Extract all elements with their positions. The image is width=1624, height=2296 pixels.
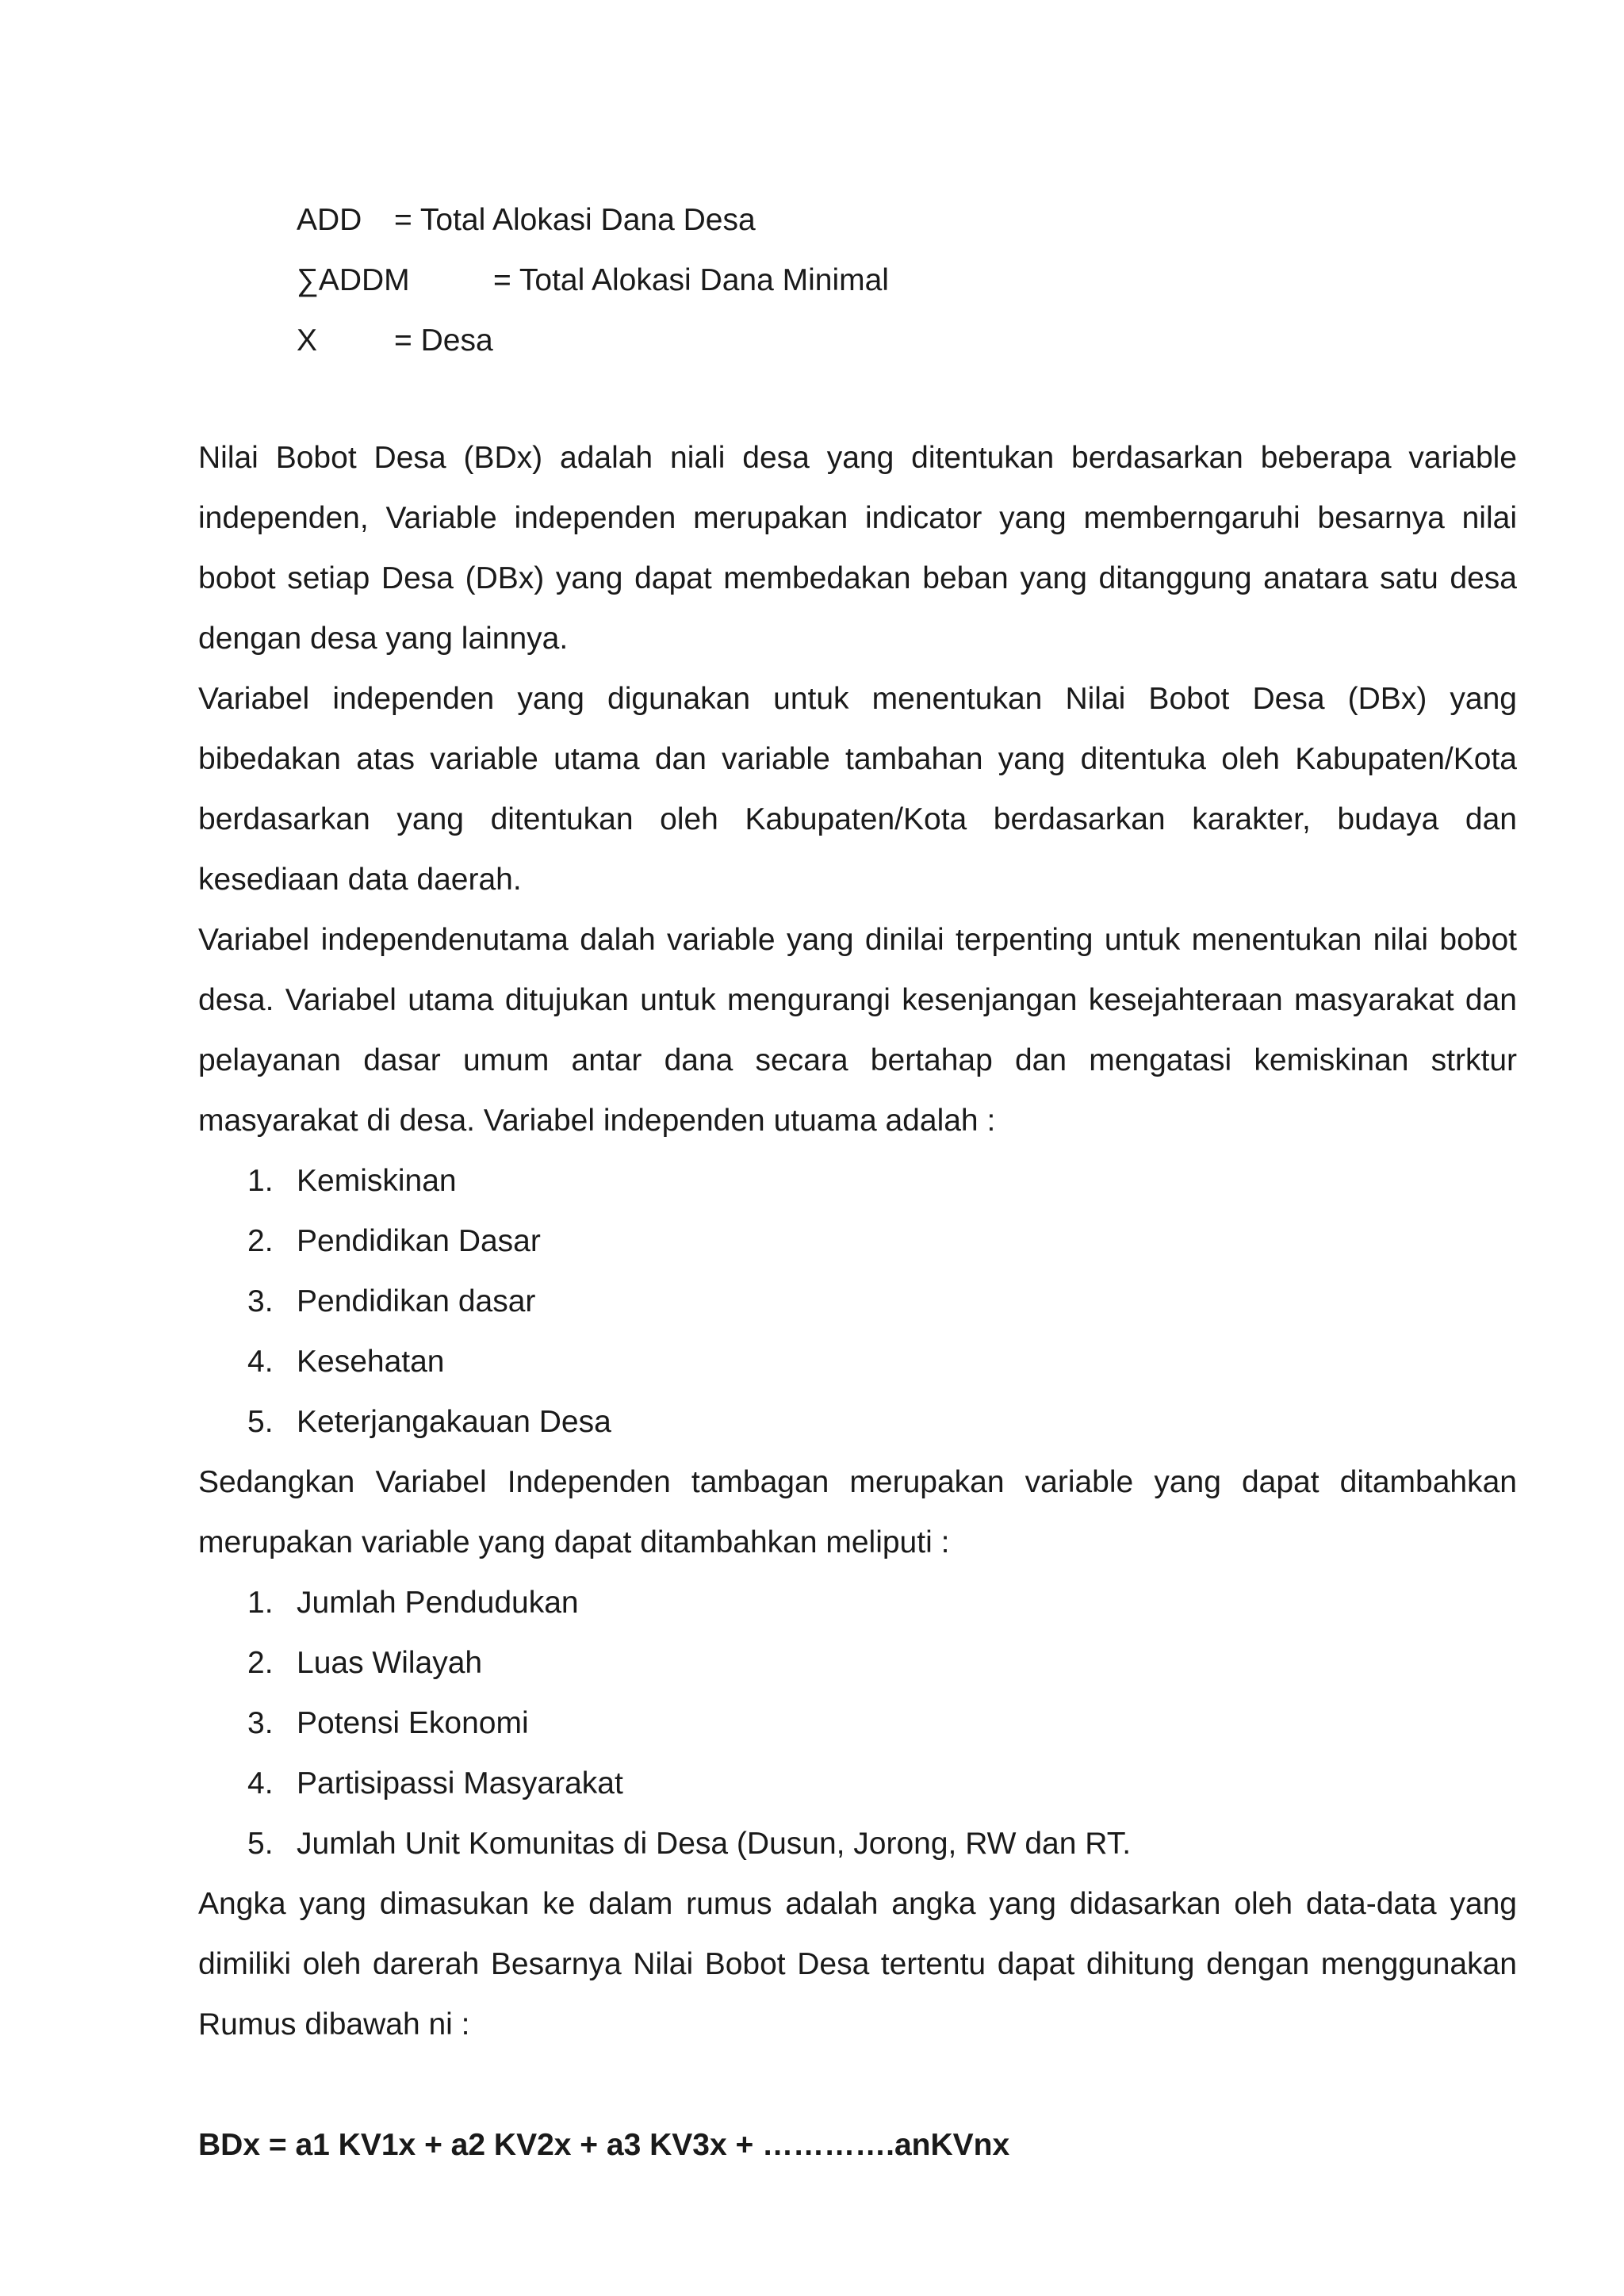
main-variables-list <box>198 1151 1517 1452</box>
formula: BDx = a1 KV1x + a2 KV2x + a3 KV3x + ………….anKVnx <box>198 2128 1010 2162</box>
definition-term: X <box>297 323 318 358</box>
list-item <box>198 1633 1517 1693</box>
list-item-text: Keterjangakauan Desa <box>297 1405 611 1439</box>
definition-value: = Desa <box>394 323 493 358</box>
paragraph: Variabel independen yang digunakan untuk menentukan Nilai Bobot Desa (DBx) yang bibedakan atas variable utama dan variable tambahan yang ditentuka oleh Kabupaten/Kota berdasarkan yang ditentukan oleh Kabupaten/Kota berdasarkan karakter, budaya dan kesediaan data daerah. <box>198 682 1517 897</box>
list-item-text: Pendidikan Dasar <box>297 1224 541 1258</box>
list-item <box>198 1392 1517 1452</box>
list-number: 3. <box>247 1284 274 1318</box>
paragraph: Nilai Bobot Desa (BDx) adalah niali desa yang ditentukan berdasarkan beberapa variable independen, Variable independen merupakan indicator yang memberngaruhi besarnya nilai bobot setiap Desa (DBx) yang dapat membedakan beban yang ditanggung anatara satu desa dengan desa yang lainnya. <box>198 441 1517 656</box>
list-item <box>198 1814 1517 1874</box>
list-item-text: Jumlah Pendudukan <box>297 1586 579 1620</box>
definition-term: ∑ADDM <box>297 263 410 297</box>
paragraph: Variabel independenutama dalah variable yang dinilai terpenting untuk menentukan nilai bobot desa. Variabel utama ditujukan untuk mengurangi kesenjangan kesejahteraan masyarakat dan pelayanan dasar umum antar dana secara bertahap dan mengatasi kemiskinan strktur masyarakat di desa. Variabel independen utuama adalah : <box>198 923 1517 1138</box>
list-item-text: Potensi Ekonomi <box>297 1706 529 1740</box>
list-item <box>198 1754 1517 1814</box>
list-number: 4. <box>247 1345 274 1379</box>
definition-value: = Total Alokasi Dana Minimal <box>493 263 889 297</box>
list-item-text: Kesehatan <box>297 1345 445 1379</box>
list-item <box>198 1332 1517 1392</box>
list-item-text: Partisipassi Masyarakat <box>297 1766 623 1800</box>
body-text <box>198 428 1517 2175</box>
list-item-text: Jumlah Unit Komunitas di Desa (Dusun, Jorong, RW dan RT. <box>297 1827 1132 1861</box>
list-item <box>198 1211 1517 1272</box>
list-item-text: Kemiskinan <box>297 1164 457 1198</box>
list-number: 5. <box>247 1827 274 1861</box>
list-number: 2. <box>247 1224 274 1258</box>
list-item <box>198 1272 1517 1332</box>
list-item <box>198 1693 1517 1754</box>
list-item <box>198 1573 1517 1633</box>
definition-value: = Total Alokasi Dana Desa <box>394 203 756 237</box>
list-item <box>198 1151 1517 1211</box>
definition-term: ADD <box>297 203 362 237</box>
list-item-text: Luas Wilayah <box>297 1646 483 1680</box>
paragraph: Sedangkan Variabel Independen tambagan merupakan variable yang dapat ditambahkan merupakan variable yang dapat ditambahkan meliputi : <box>198 1465 1517 1559</box>
blank-line <box>198 2055 1517 2115</box>
list-number: 1. <box>247 1164 274 1198</box>
list-item-text: Pendidikan dasar <box>297 1284 536 1318</box>
list-number: 2. <box>247 1646 274 1680</box>
list-number: 4. <box>247 1766 274 1800</box>
list-number: 5. <box>247 1405 274 1439</box>
additional-variables-list <box>198 1573 1517 1874</box>
list-number: 3. <box>247 1706 274 1740</box>
list-number: 1. <box>247 1586 274 1620</box>
paragraph: Angka yang dimasukan ke dalam rumus adalah angka yang didasarkan oleh data-data yang dimiliki oleh darerah Besarnya Nilai Bobot Desa tertentu dapat dihitung dengan menggunakan Rumus dibawah ni : <box>198 1887 1517 2042</box>
